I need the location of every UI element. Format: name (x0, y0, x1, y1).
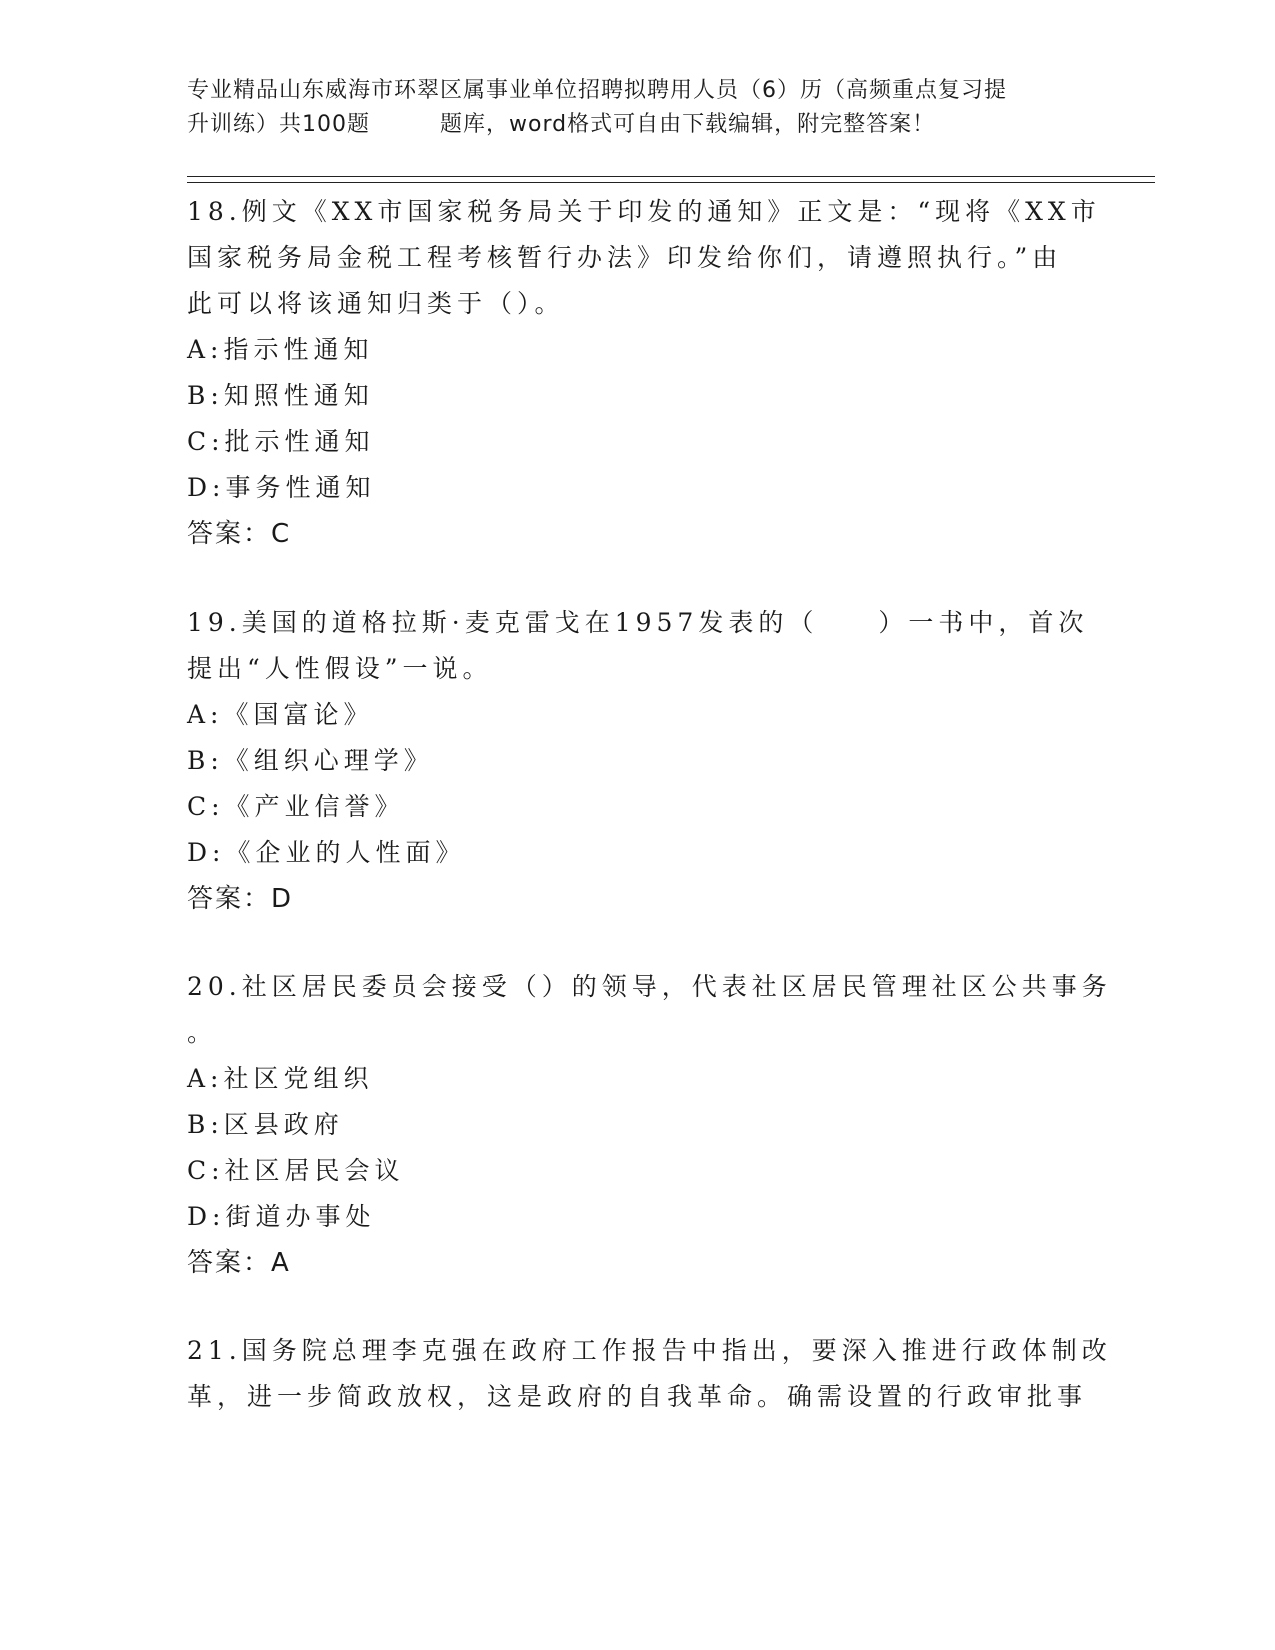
option-c: C:《产业信誉》 (187, 792, 405, 821)
question-stem-line: 此可以将该通知归类于（）。 (187, 289, 565, 318)
answer-label: 答案：A (187, 1248, 291, 1278)
question-stem-line: 18.例文《XX市国家税务局关于印发的通知》正文是：“现将《XX市 (187, 197, 1101, 226)
question-stem (187, 189, 1101, 327)
option-d: D:《企业的人性面》 (187, 838, 466, 867)
question-stem-line: 。 (187, 1018, 218, 1047)
header-line-1: 专业精品山东威海市环翠区属事业单位招聘拟聘用人员（6）历（高频重点复习提 (187, 78, 1007, 103)
question-stem-line: 20.社区居民委员会接受（）的领导，代表社区居民管理社区公共事务 (187, 972, 1112, 1001)
header-line-2 (187, 108, 1087, 142)
option-d: D:街道办事处 (187, 1202, 376, 1231)
question-stem (187, 600, 1089, 692)
header-divider-bottom (187, 182, 1155, 183)
answer-label: 答案：C (187, 519, 292, 549)
question-21 (187, 1328, 1112, 1420)
option-c: C:批示性通知 (187, 427, 375, 456)
question-stem-line: 19.美国的道格拉斯·麦克雷戈在1957发表的（ ）一书中，首次 (187, 608, 1089, 637)
header-divider-top (187, 176, 1155, 177)
option-b: B:知照性通知 (187, 381, 374, 410)
question-19 (187, 600, 1089, 922)
option-a: A:指示性通知 (187, 335, 374, 364)
question-stem (187, 964, 1112, 1056)
question-stem-line: 提出“人性假设”一说。 (187, 654, 493, 683)
header-title-end: 升训练）共100题 (187, 112, 370, 137)
option-b: B:区县政府 (187, 1110, 344, 1139)
option-a: A:《国富论》 (187, 700, 374, 729)
page-header (187, 74, 1087, 142)
question-stem-line: 21.国务院总理李克强在政府工作报告中指出，要深入推进行政体制改 (187, 1336, 1112, 1365)
answer-label: 答案：D (187, 884, 294, 914)
question-stem (187, 1328, 1112, 1420)
question-18 (187, 189, 1101, 557)
option-c: C:社区居民会议 (187, 1156, 405, 1185)
option-b: B:《组织心理学》 (187, 746, 434, 775)
option-d: D:事务性通知 (187, 473, 376, 502)
question-20 (187, 964, 1112, 1286)
header-subtitle: 题库，word格式可自由下载编辑，附完整答案！ (440, 112, 936, 137)
question-stem-line: 革，进一步简政放权，这是政府的自我革命。确需设置的行政审批事 (187, 1382, 1088, 1411)
option-a: A:社区党组织 (187, 1064, 374, 1093)
question-stem-line: 国家税务局金税工程考核暂行办法》印发给你们，请遵照执行。”由 (187, 243, 1063, 272)
